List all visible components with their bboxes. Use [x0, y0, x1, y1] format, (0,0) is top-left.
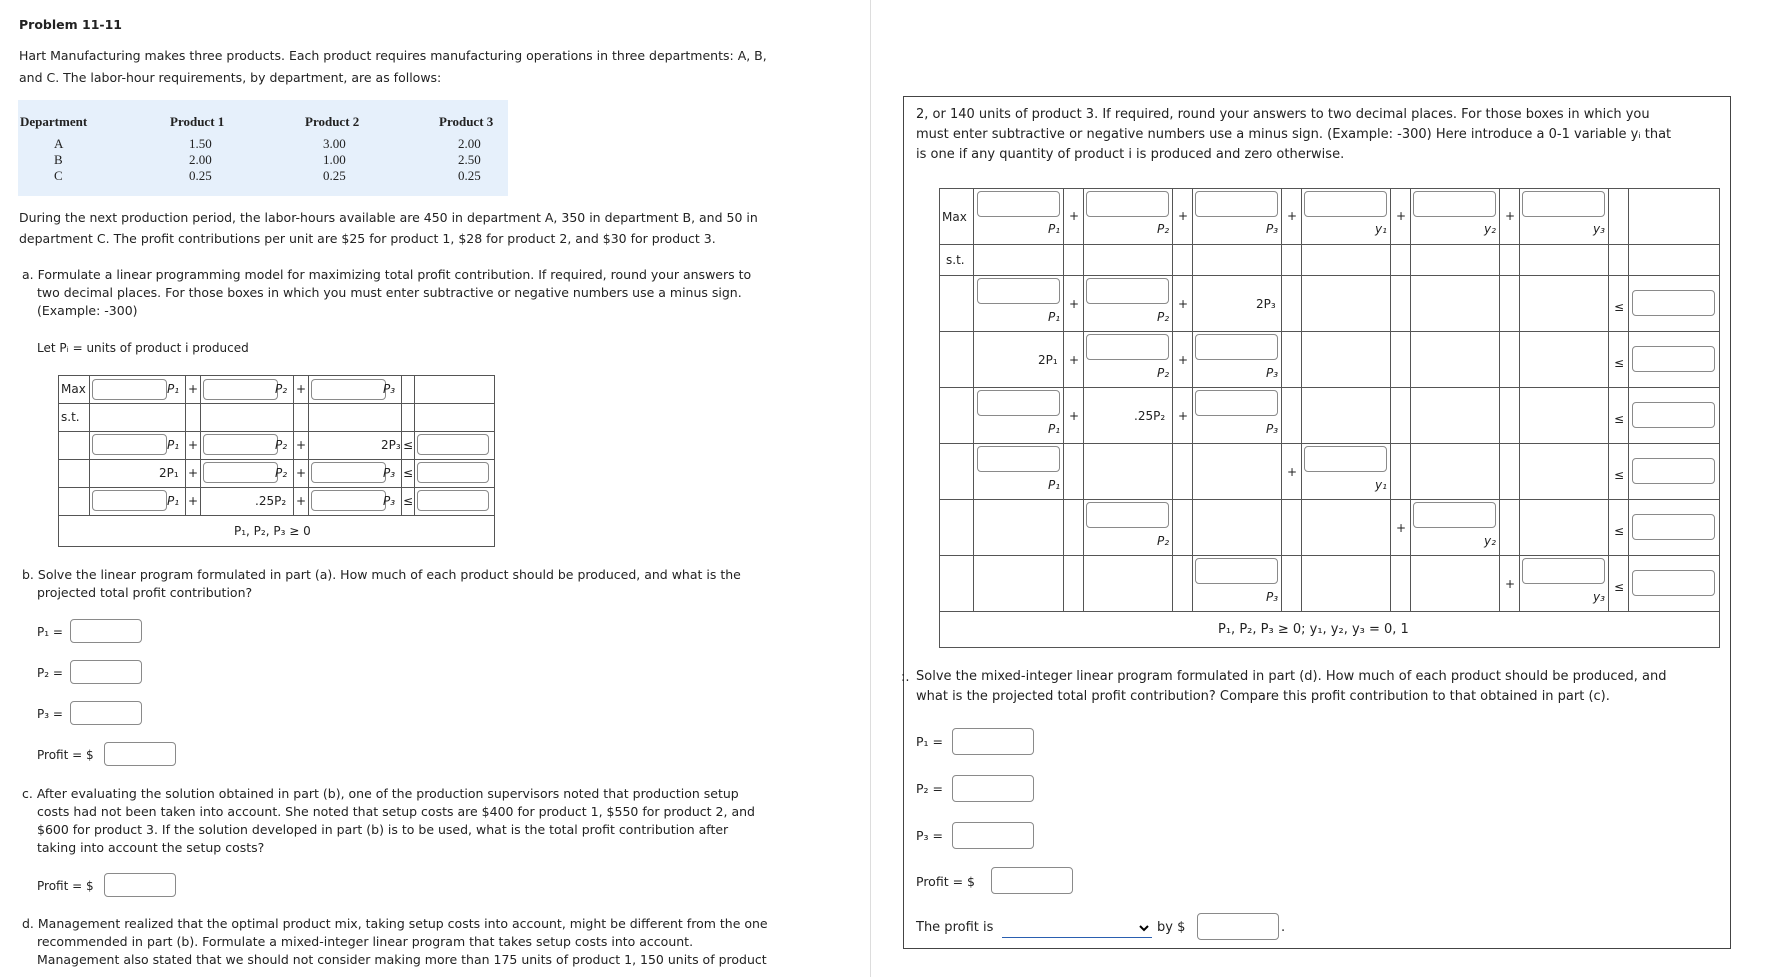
- constraint3-p1-input[interactable]: [92, 490, 167, 511]
- var-p2: P₂: [275, 438, 288, 452]
- part-e-prefix: :.: [901, 670, 910, 685]
- part-c-line-4: taking into account the setup costs?: [37, 840, 265, 855]
- le-sign: ≤: [403, 438, 414, 452]
- table-cell: B: [54, 152, 63, 167]
- plus-sign: +: [296, 466, 307, 480]
- constraint2-p2-input[interactable]: [203, 462, 278, 483]
- part-b-profit-input[interactable]: [104, 742, 176, 766]
- part-e-line-2: what is the projected total profit contribution? Compare this profit contribution to that obtained in part (c).: [916, 689, 1610, 704]
- var-y3: y₃: [1593, 590, 1605, 604]
- var-p1: P₁: [167, 438, 180, 452]
- plus-sign: +: [296, 438, 307, 452]
- table-header: Product 2: [305, 114, 360, 129]
- max-coef-p1-input[interactable]: [92, 379, 167, 400]
- intro-line-2: and C. The labor-hour requirements, by department, are as follows:: [19, 70, 442, 85]
- part-d-line-2: recommended in part (b). Formulate a mixed-integer linear program that takes setup costs into account.: [37, 934, 694, 949]
- coef-2p3: 2P₃: [381, 438, 401, 452]
- le-sign: ≤: [403, 494, 414, 508]
- milp-c2-rhs-input[interactable]: [1632, 346, 1715, 372]
- var-y3: y₃: [1593, 222, 1605, 236]
- max-coef-p2-input[interactable]: [203, 379, 278, 400]
- var-p3: P₃: [383, 466, 396, 480]
- milp-c3-p3-input[interactable]: [1195, 390, 1278, 416]
- milp-c1-rhs-input[interactable]: [1632, 290, 1715, 316]
- plus-sign: +: [296, 494, 307, 508]
- coef-25p2: .25P₂: [255, 494, 287, 508]
- constraint2-rhs-input[interactable]: [417, 462, 489, 483]
- plus-sign: +: [1178, 409, 1189, 423]
- plus-sign: +: [1069, 353, 1080, 367]
- milp-c3-p1-input[interactable]: [977, 390, 1060, 416]
- max-label: Max: [61, 382, 86, 396]
- var-p3: P₃: [383, 494, 396, 508]
- le-sign: ≤: [403, 466, 414, 480]
- le-sign: ≤: [1614, 412, 1625, 426]
- constraint3-rhs-input[interactable]: [417, 490, 489, 511]
- table-header: Department: [20, 114, 88, 129]
- part-d-line-3: Management also stated that we should not consider making more than 175 units of product 1, 150 units of product: [37, 952, 767, 967]
- table-cell: 3.00: [323, 136, 346, 151]
- panel-line-2: must enter subtractive or negative numbers use a minus sign. (Example: -300) Here introduce a 0-1 variable yᵢ that: [916, 127, 1672, 142]
- milp-c5-rhs-input[interactable]: [1632, 514, 1715, 540]
- milp-obj-y2-input[interactable]: [1413, 191, 1496, 217]
- problem-title: Problem 11-11: [19, 17, 122, 32]
- let-definition: Let Pᵢ = units of product i produced: [37, 341, 249, 355]
- plus-sign: +: [1505, 577, 1516, 591]
- p2-label: P₂ =: [916, 781, 943, 796]
- coef-2p1: 2P₁: [159, 466, 179, 480]
- st-label: s.t.: [946, 253, 965, 267]
- table-cell: 0.25: [189, 168, 212, 183]
- milp-model-table: [939, 188, 1720, 648]
- lp-model-table: [58, 375, 495, 547]
- during-line-2: department C. The profit contributions per unit are $25 for product 1, $28 for product 2, and $30 for product 3.: [19, 231, 716, 246]
- part-a-line-3: (Example: -300): [37, 303, 138, 318]
- part-b-line-2: projected total profit contribution?: [37, 585, 253, 600]
- column-divider: [870, 0, 871, 977]
- compare-by: by $: [1157, 920, 1186, 935]
- profit-label: Profit = $: [37, 879, 94, 893]
- part-b-p1-input[interactable]: [70, 619, 142, 643]
- table-cell: C: [54, 168, 63, 183]
- table-header: Product 1: [170, 114, 225, 129]
- milp-c1-p1-input[interactable]: [977, 278, 1060, 304]
- var-p3: P₃: [1266, 366, 1279, 380]
- le-sign: ≤: [1614, 356, 1625, 370]
- part-b-line-1: b. Solve the linear program formulated in part (a). How much of each product should be produced, and what is the: [22, 567, 741, 582]
- nonnegativity: P₁, P₂, P₃ ≥ 0: [234, 524, 311, 538]
- var-p2: P₂: [1157, 366, 1170, 380]
- plus-sign: +: [1287, 209, 1298, 223]
- profit-label: Profit = $: [916, 874, 975, 889]
- var-p2: P₂: [275, 466, 288, 480]
- var-p2: P₂: [275, 382, 288, 396]
- p1-label: P₁ =: [37, 625, 63, 639]
- var-p1: P₁: [1048, 222, 1061, 236]
- milp-c2-p3-input[interactable]: [1195, 334, 1278, 360]
- part-e-line-1: Solve the mixed-integer linear program formulated in part (d). How much of each product should be produced, and: [916, 669, 1667, 684]
- panel-line-3: is one if any quantity of product i is produced and zero otherwise.: [916, 147, 1345, 162]
- plus-sign: +: [1178, 353, 1189, 367]
- part-c-line-1: c. After evaluating the solution obtained in part (b), one of the production supervisors noted that production setup: [22, 786, 739, 801]
- milp-c1-p2-input[interactable]: [1086, 278, 1169, 304]
- intro-line-1: Hart Manufacturing makes three products. Each product requires manufacturing operations in three departments: A, B,: [19, 48, 767, 63]
- part-c-line-3: $600 for product 3. If the solution developed in part (b) is to be used, what is the total profit contribution after: [37, 822, 729, 837]
- var-p1: P₁: [1048, 422, 1061, 436]
- part-e-p3-input[interactable]: [952, 822, 1034, 849]
- p3-label: P₃ =: [916, 828, 943, 843]
- var-p1: P₁: [1048, 310, 1061, 324]
- var-p2: P₂: [1157, 534, 1170, 548]
- part-e-p1-input[interactable]: [952, 728, 1034, 755]
- p3-label: P₃ =: [37, 707, 63, 721]
- plus-sign: +: [1069, 297, 1080, 311]
- table-cell: 1.50: [189, 136, 212, 151]
- milp-c4-y1-input[interactable]: [1304, 446, 1387, 472]
- part-e-p2-input[interactable]: [952, 775, 1034, 802]
- milp-obj-p2-input[interactable]: [1086, 191, 1169, 217]
- part-d-line-1: d. Management realized that the optimal product mix, taking setup costs into account, might be different from the one: [22, 916, 768, 931]
- var-p3: P₃: [383, 382, 396, 396]
- constraint2-p3-input[interactable]: [311, 462, 386, 483]
- constraint1-rhs-input[interactable]: [417, 434, 489, 455]
- var-y2: y₂: [1484, 222, 1496, 236]
- milp-c4-rhs-input[interactable]: [1632, 458, 1715, 484]
- coef-25p2: .25P₂: [1134, 409, 1166, 423]
- milp-c6-p3-input[interactable]: [1195, 558, 1278, 584]
- le-sign: ≤: [1614, 580, 1625, 594]
- plus-sign: +: [296, 382, 307, 396]
- milp-c5-y2-input[interactable]: [1413, 502, 1496, 528]
- table-cell: 0.25: [458, 168, 481, 183]
- milp-c6-y3-input[interactable]: [1522, 558, 1605, 584]
- during-line-1: During the next production period, the labor-hours available are 450 in department A, 350 in department B, and 50 in: [19, 210, 758, 225]
- part-a-line-2: two decimal places. For those boxes in which you must enter subtractive or negative numbers use a minus sign.: [37, 285, 742, 300]
- table-cell: A: [54, 136, 64, 151]
- plus-sign: +: [1178, 209, 1189, 223]
- milp-c5-p2-input[interactable]: [1086, 502, 1169, 528]
- table-cell: 0.25: [323, 168, 346, 183]
- part-b-p3-input[interactable]: [70, 701, 142, 725]
- milp-domain: P₁, P₂, P₃ ≥ 0; y₁, y₂, y₃ = 0, 1: [1218, 622, 1409, 637]
- coef-2p1: 2P₁: [1038, 353, 1058, 367]
- plus-sign: +: [1178, 297, 1189, 311]
- plus-sign: +: [1505, 209, 1516, 223]
- milp-c2-p2-input[interactable]: [1086, 334, 1169, 360]
- milp-obj-p1-input[interactable]: [977, 191, 1060, 217]
- plus-sign: +: [188, 438, 199, 452]
- max-label: Max: [942, 210, 967, 224]
- st-label: s.t.: [61, 410, 80, 424]
- p2-label: P₂ =: [37, 666, 63, 680]
- compare-prefix: The profit is: [916, 920, 994, 935]
- var-p1: P₁: [167, 494, 180, 508]
- plus-sign: +: [1069, 409, 1080, 423]
- le-sign: ≤: [1614, 468, 1625, 482]
- coef-2p3: 2P₃: [1256, 297, 1276, 311]
- part-a-line-1: a. Formulate a linear programming model for maximizing total profit contribution. If required, round your answers to: [22, 267, 752, 282]
- part-b-p2-input[interactable]: [70, 660, 142, 684]
- table-header: Product 3: [439, 114, 494, 129]
- var-y1: y₁: [1375, 478, 1387, 492]
- plus-sign: +: [188, 382, 199, 396]
- milp-c3-rhs-input[interactable]: [1632, 402, 1715, 428]
- p1-label: P₁ =: [916, 734, 943, 749]
- milp-obj-y1-input[interactable]: [1304, 191, 1387, 217]
- milp-obj-p3-input[interactable]: [1195, 191, 1278, 217]
- constraint1-p2-input[interactable]: [203, 434, 278, 455]
- plus-sign: +: [1396, 209, 1407, 223]
- plus-sign: +: [1287, 465, 1298, 479]
- compare-suffix: .: [1281, 920, 1286, 935]
- var-p1: P₁: [167, 382, 180, 396]
- milp-obj-y3-input[interactable]: [1522, 191, 1605, 217]
- plus-sign: +: [188, 466, 199, 480]
- max-coef-p3-input[interactable]: [311, 379, 386, 400]
- var-p3: P₃: [1266, 222, 1279, 236]
- var-y2: y₂: [1484, 534, 1496, 548]
- milp-c6-rhs-input[interactable]: [1632, 570, 1715, 596]
- table-cell: 2.00: [189, 152, 212, 167]
- plus-sign: +: [1069, 209, 1080, 223]
- panel-line-1: 2, or 140 units of product 3. If required, round your answers to two decimal places. For those boxes in which you: [916, 107, 1650, 122]
- profit-difference-input[interactable]: [1197, 913, 1279, 940]
- var-p3: P₃: [1266, 590, 1279, 604]
- le-sign: ≤: [1614, 524, 1625, 538]
- part-c-line-2: costs had not been taken into account. She noted that setup costs are $400 for product 1, $550 for product 2, and: [37, 804, 755, 819]
- plus-sign: +: [188, 494, 199, 508]
- constraint3-p3-input[interactable]: [311, 490, 386, 511]
- table-cell: 2.00: [458, 136, 481, 151]
- part-e-profit-input[interactable]: [991, 867, 1073, 894]
- labor-hours-table: [18, 100, 508, 196]
- le-sign: ≤: [1614, 300, 1625, 314]
- var-p1: P₁: [1048, 478, 1061, 492]
- part-c-profit-input[interactable]: [104, 873, 176, 897]
- table-cell: 2.50: [458, 152, 481, 167]
- profit-label: Profit = $: [37, 748, 94, 762]
- constraint1-p1-input[interactable]: [92, 434, 167, 455]
- var-p2: P₂: [1157, 310, 1170, 324]
- var-y1: y₁: [1375, 222, 1387, 236]
- var-p3: P₃: [1266, 422, 1279, 436]
- var-p2: P₂: [1157, 222, 1170, 236]
- milp-c4-p1-input[interactable]: [977, 446, 1060, 472]
- profit-comparison-select[interactable]: [1002, 918, 1152, 938]
- table-cell: 1.00: [323, 152, 346, 167]
- plus-sign: +: [1396, 521, 1407, 535]
